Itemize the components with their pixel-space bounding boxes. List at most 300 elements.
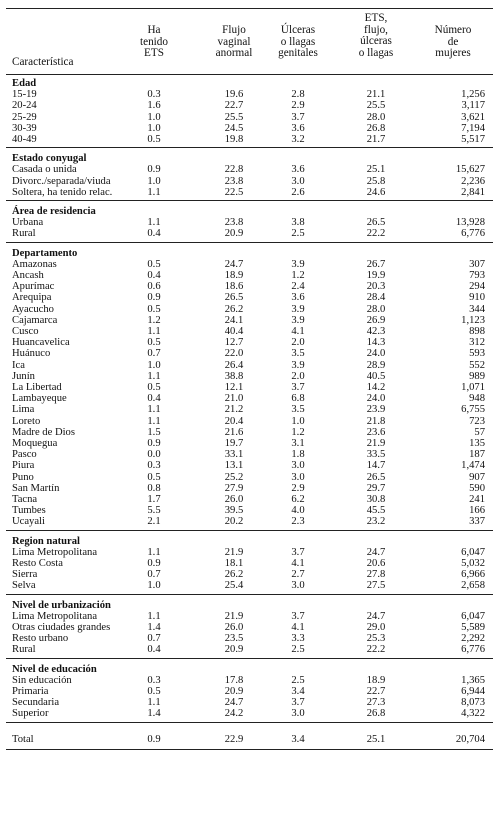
- table-row: [6, 611, 493, 622]
- cell-value: 3.9: [291, 303, 305, 315]
- row-label: Loreto: [12, 415, 41, 427]
- cell-value: 5,517: [461, 134, 485, 145]
- row-label: Puno: [12, 471, 34, 483]
- table-row: [6, 326, 493, 337]
- cell-value: 2.5: [291, 228, 305, 240]
- cell-value: 3.2: [291, 134, 305, 145]
- cell-value: 6,755: [461, 404, 485, 416]
- bottom-rule: [6, 749, 493, 750]
- cell-value: 907: [469, 471, 485, 483]
- table-row: [6, 304, 493, 315]
- cell-value: 2,841: [461, 186, 485, 198]
- cell-value: 28.0: [366, 111, 386, 123]
- table-row: [6, 217, 493, 228]
- table-row: [6, 438, 493, 449]
- table-row: [6, 112, 493, 123]
- table-row: [6, 547, 493, 558]
- section-title: Departamento: [12, 247, 78, 259]
- cell-value: 4,322: [461, 708, 485, 720]
- cell-value: 723: [469, 415, 485, 427]
- section-rule: [6, 594, 493, 595]
- cell-value: 1.1: [147, 217, 161, 229]
- cell-value: 33.1: [224, 449, 244, 461]
- cell-value: 3.9: [291, 359, 305, 371]
- cell-value: 3.7: [291, 610, 305, 622]
- row-label: Sin educación: [12, 674, 72, 686]
- cell-value: 21.9: [224, 546, 244, 558]
- cell-value: 1.0: [147, 580, 161, 592]
- cell-value: 20.9: [224, 644, 244, 656]
- table-row: [6, 472, 493, 483]
- section-heading: [6, 664, 493, 675]
- row-label: Lima Metropolitana: [12, 546, 98, 558]
- row-label: Amazonas: [12, 258, 57, 270]
- cell-value: 1.0: [147, 122, 161, 134]
- cell-value: 26.5: [366, 217, 386, 229]
- table-row: [6, 337, 493, 348]
- cell-value: 6.8: [291, 393, 305, 405]
- cell-value: 1.2: [147, 314, 161, 326]
- cell-value: 1.0: [147, 359, 161, 371]
- cell-value: 2.4: [291, 281, 305, 293]
- cell-value: 4.1: [291, 326, 305, 337]
- cell-value: 6,776: [461, 228, 485, 240]
- cell-value: 0.9: [147, 438, 161, 449]
- section-title: Region natural: [12, 535, 80, 547]
- total-value: 3.4: [291, 733, 305, 745]
- row-label: Sierra: [12, 569, 38, 581]
- section-title: Área de residencia: [12, 206, 96, 217]
- cell-value: 241: [469, 494, 485, 505]
- cell-value: 24.2: [224, 708, 244, 720]
- cell-value: 2.5: [291, 644, 305, 656]
- cell-value: 28.0: [366, 303, 386, 315]
- table-row: [6, 228, 493, 239]
- cell-value: 337: [469, 516, 485, 528]
- table-row: [6, 393, 493, 404]
- header-col3: Úlceras o llagas genitales: [278, 24, 318, 59]
- cell-value: 25.3: [366, 633, 386, 645]
- cell-value: 3.9: [291, 258, 305, 270]
- cell-value: 24.5: [224, 122, 244, 134]
- cell-value: 26.8: [366, 122, 386, 134]
- cell-value: 3.6: [291, 164, 305, 176]
- row-label: Cajamarca: [12, 314, 58, 326]
- row-label: Huánuco: [12, 348, 51, 360]
- cell-value: 7,194: [461, 122, 485, 134]
- cell-value: 0.5: [147, 134, 161, 145]
- table-row: [6, 633, 493, 644]
- cell-value: 27.3: [366, 697, 386, 709]
- cell-value: 3.0: [291, 175, 305, 187]
- cell-value: 1.2: [291, 270, 305, 281]
- row-label: Primaria: [12, 686, 49, 697]
- table-row: [6, 569, 493, 580]
- cell-value: 5,032: [461, 558, 485, 569]
- cell-value: 6,944: [461, 686, 485, 697]
- cell-value: 6,776: [461, 644, 485, 656]
- cell-value: 40.5: [366, 370, 386, 382]
- cell-value: 1,256: [461, 89, 485, 101]
- cell-value: 24.0: [366, 348, 386, 360]
- cell-value: 1.1: [147, 326, 161, 337]
- cell-value: 19.9: [366, 270, 386, 281]
- cell-value: 0.4: [147, 644, 161, 656]
- cell-value: 23.5: [224, 633, 244, 645]
- section-rule: [6, 200, 493, 201]
- table-row: [6, 416, 493, 427]
- cell-value: 18.9: [366, 674, 386, 686]
- cell-value: 2.8: [291, 89, 305, 101]
- cell-value: 25.8: [366, 175, 386, 187]
- cell-value: 2.9: [291, 482, 305, 494]
- cell-value: 39.5: [224, 505, 244, 517]
- cell-value: 0.9: [147, 164, 161, 176]
- total-value: 20,704: [455, 733, 485, 745]
- cell-value: 1,123: [461, 314, 485, 326]
- cell-value: 0.7: [147, 633, 161, 645]
- cell-value: 593: [469, 348, 485, 360]
- cell-value: 0.4: [147, 270, 161, 281]
- cell-value: 793: [469, 270, 485, 281]
- cell-value: 590: [469, 482, 485, 494]
- table-row: [6, 675, 493, 686]
- row-label: Lima Metropolitana: [12, 610, 98, 622]
- section-title: Nivel de educación: [12, 663, 97, 675]
- table-row: [6, 134, 493, 145]
- cell-value: 0.9: [147, 558, 161, 569]
- row-label: Resto urbano: [12, 633, 69, 645]
- cell-value: 23.8: [224, 175, 244, 187]
- row-label: Madre de Dios: [12, 426, 75, 438]
- table-row: [6, 176, 493, 187]
- cell-value: 4.1: [291, 622, 305, 633]
- cell-value: 22.7: [224, 100, 244, 112]
- cell-value: 29.7: [366, 482, 386, 494]
- cell-value: 552: [469, 359, 485, 371]
- row-label: Divorc./separada/viuda: [12, 175, 111, 187]
- row-label: Ayacucho: [12, 303, 54, 315]
- row-label: Soltera, ha tenido relac.: [12, 186, 113, 198]
- total-row: [6, 734, 493, 745]
- cell-value: 1.7: [147, 494, 161, 505]
- cell-value: 24.7: [224, 258, 244, 270]
- table-row: [6, 697, 493, 708]
- table-row: [6, 270, 493, 281]
- cell-value: 0.3: [147, 89, 161, 101]
- cell-value: 1.0: [147, 175, 161, 187]
- cell-value: 26.2: [224, 569, 244, 581]
- section-rule: [6, 722, 493, 723]
- table-row: [6, 100, 493, 111]
- cell-value: 24.1: [224, 314, 244, 326]
- cell-value: 2.7: [291, 569, 305, 581]
- section-heading: [6, 536, 493, 547]
- cell-value: 3.7: [291, 697, 305, 709]
- row-label: Rural: [12, 228, 36, 240]
- cell-value: 0.8: [147, 482, 161, 494]
- table-row: [6, 404, 493, 415]
- cell-value: 33.5: [366, 449, 386, 461]
- cell-value: 3.7: [291, 382, 305, 393]
- cell-value: 0.6: [147, 281, 161, 293]
- cell-value: 294: [469, 281, 485, 293]
- cell-value: 26.5: [224, 292, 244, 304]
- cell-value: 3.8: [291, 217, 305, 229]
- cell-value: 26.2: [224, 303, 244, 315]
- row-label: 40-49: [12, 134, 37, 145]
- table-row: [6, 494, 493, 505]
- section-rule: [6, 530, 493, 531]
- cell-value: 24.0: [366, 393, 386, 405]
- cell-value: 3,621: [461, 111, 485, 123]
- row-label: Arequipa: [12, 292, 52, 304]
- cell-value: 14.3: [366, 337, 386, 349]
- cell-value: 4.0: [291, 505, 305, 517]
- cell-value: 3.5: [291, 404, 305, 416]
- table-row: [6, 382, 493, 393]
- row-label: Resto Costa: [12, 558, 63, 569]
- cell-value: 6.2: [291, 494, 305, 505]
- row-label: Pasco: [12, 449, 37, 461]
- cell-value: 20.3: [366, 281, 386, 293]
- table-row: [6, 360, 493, 371]
- cell-value: 8,073: [461, 697, 485, 709]
- cell-value: 26.8: [366, 708, 386, 720]
- header-col5: Número de mujeres: [434, 24, 472, 59]
- cell-value: 18.6: [224, 281, 244, 293]
- cell-value: 21.1: [366, 89, 386, 101]
- table-row: [6, 644, 493, 655]
- table-row: [6, 449, 493, 460]
- table-row: [6, 259, 493, 270]
- row-label: Urbana: [12, 217, 44, 229]
- cell-value: 4.1: [291, 558, 305, 569]
- cell-value: 0.5: [147, 303, 161, 315]
- cell-value: 187: [469, 449, 485, 461]
- row-label: Ancash: [12, 270, 44, 281]
- cell-value: 19.6: [224, 89, 244, 101]
- cell-value: 22.5: [224, 186, 244, 198]
- section-title: Nivel de urbanización: [12, 599, 111, 611]
- cell-value: 12.7: [224, 337, 244, 349]
- table-row: [6, 348, 493, 359]
- table-row: [6, 371, 493, 382]
- cell-value: 3,117: [461, 100, 485, 112]
- cell-value: 1.6: [147, 100, 161, 112]
- cell-value: 14.7: [366, 460, 386, 472]
- cell-value: 25.1: [366, 164, 386, 176]
- section-heading: [6, 248, 493, 259]
- table-row: [6, 708, 493, 719]
- cell-value: 21.0: [224, 393, 244, 405]
- cell-value: 14.2: [366, 382, 386, 393]
- section-heading: [6, 600, 493, 611]
- cell-value: 0.9: [147, 292, 161, 304]
- cell-value: 2.1: [147, 516, 161, 528]
- cell-value: 24.7: [224, 697, 244, 709]
- row-label: Piura: [12, 460, 35, 472]
- cell-value: 1.1: [147, 370, 161, 382]
- cell-value: 17.8: [224, 674, 244, 686]
- table-row: [6, 686, 493, 697]
- table-row: [6, 427, 493, 438]
- cell-value: 3.5: [291, 348, 305, 360]
- cell-value: 3.0: [291, 580, 305, 592]
- cell-value: 27.9: [224, 482, 244, 494]
- cell-value: 1.4: [147, 708, 161, 720]
- section-rule: [6, 147, 493, 148]
- cell-value: 26.0: [224, 494, 244, 505]
- cell-value: 1.1: [147, 404, 161, 416]
- row-label: Ucayali: [12, 516, 45, 528]
- cell-value: 2,292: [461, 633, 485, 645]
- cell-value: 20.6: [366, 558, 386, 569]
- cell-value: 21.8: [366, 415, 386, 427]
- table-row: [6, 315, 493, 326]
- header-col4: ETS, flujo, úlceras o llagas: [358, 12, 394, 59]
- cell-value: 3.9: [291, 314, 305, 326]
- total-label: Total: [12, 733, 34, 745]
- cell-value: 0.5: [147, 471, 161, 483]
- row-label: Secundaria: [12, 697, 60, 709]
- row-label: Junín: [12, 370, 35, 382]
- section-rule: [6, 242, 493, 243]
- header-col2: Flujo vaginal anormal: [215, 24, 253, 59]
- cell-value: 18.9: [224, 270, 244, 281]
- cell-value: 57: [474, 426, 485, 438]
- cell-value: 948: [469, 393, 485, 405]
- cell-value: 0.3: [147, 460, 161, 472]
- cell-value: 0.7: [147, 348, 161, 360]
- row-label: Tumbes: [12, 505, 46, 517]
- cell-value: 1,365: [461, 674, 485, 686]
- cell-value: 3.6: [291, 292, 305, 304]
- cell-value: 20.2: [224, 516, 244, 528]
- cell-value: 2.0: [291, 337, 305, 349]
- cell-value: 0.4: [147, 393, 161, 405]
- table-row: [6, 622, 493, 633]
- cell-value: 29.0: [366, 622, 386, 633]
- total-value: 0.9: [147, 733, 161, 745]
- header-characteristic: Característica: [12, 56, 74, 68]
- row-label: San Martín: [12, 482, 60, 494]
- cell-value: 0.5: [147, 382, 161, 393]
- cell-value: 21.2: [224, 404, 244, 416]
- cell-value: 1.2: [291, 426, 305, 438]
- table-row: [6, 281, 493, 292]
- cell-value: 0.7: [147, 569, 161, 581]
- cell-value: 1.0: [147, 111, 161, 123]
- cell-value: 0.5: [147, 258, 161, 270]
- cell-value: 20.9: [224, 228, 244, 240]
- row-label: 25-29: [12, 111, 37, 123]
- table-row: [6, 164, 493, 175]
- cell-value: 28.4: [366, 292, 386, 304]
- cell-value: 13.1: [224, 460, 244, 472]
- row-label: 15-19: [12, 89, 37, 101]
- cell-value: 20.9: [224, 686, 244, 697]
- cell-value: 898: [469, 326, 485, 337]
- cell-value: 23.6: [366, 426, 386, 438]
- cell-value: 22.2: [366, 644, 386, 656]
- cell-value: 22.2: [366, 228, 386, 240]
- cell-value: 166: [469, 505, 485, 517]
- header-col1: Ha tenido ETS: [140, 24, 168, 59]
- section-heading: [6, 153, 493, 164]
- cell-value: 26.7: [366, 258, 386, 270]
- cell-value: 6,047: [461, 610, 485, 622]
- top-rule: [6, 8, 493, 9]
- cell-value: 0.0: [147, 449, 161, 461]
- cell-value: 3.7: [291, 111, 305, 123]
- cell-value: 910: [469, 292, 485, 304]
- cell-value: 307: [469, 258, 485, 270]
- section-heading: [6, 78, 493, 89]
- cell-value: 27.5: [366, 580, 386, 592]
- row-label: 20-24: [12, 100, 37, 112]
- row-label: Lima: [12, 404, 35, 416]
- cell-value: 989: [469, 370, 485, 382]
- cell-value: 25.5: [366, 100, 386, 112]
- table-row: [6, 89, 493, 100]
- table-row: [6, 483, 493, 494]
- row-label: Selva: [12, 580, 36, 592]
- cell-value: 3.0: [291, 471, 305, 483]
- cell-value: 0.3: [147, 674, 161, 686]
- cell-value: 24.6: [366, 186, 386, 198]
- cell-value: 21.6: [224, 426, 244, 438]
- cell-value: 28.9: [366, 359, 386, 371]
- table-row: [6, 123, 493, 134]
- cell-value: 2.9: [291, 100, 305, 112]
- row-label: Otras ciudades grandes: [12, 622, 111, 633]
- cell-value: 1.0: [291, 415, 305, 427]
- row-label: Huancavelica: [12, 337, 70, 349]
- cell-value: 25.2: [224, 471, 244, 483]
- cell-value: 5.5: [147, 505, 161, 517]
- row-label: Tacna: [12, 494, 38, 505]
- cell-value: 15,627: [455, 164, 485, 176]
- table-row: [6, 505, 493, 516]
- cell-value: 1.8: [291, 449, 305, 461]
- section-title: Edad: [12, 78, 37, 89]
- cell-value: 26.5: [366, 471, 386, 483]
- cell-value: 0.5: [147, 686, 161, 697]
- cell-value: 27.8: [366, 569, 386, 581]
- section-rule: [6, 658, 493, 659]
- cell-value: 3.1: [291, 438, 305, 449]
- cell-value: 45.5: [366, 505, 386, 517]
- cell-value: 1.1: [147, 546, 161, 558]
- row-label: Casada o unida: [12, 164, 77, 176]
- row-label: Ica: [12, 359, 25, 371]
- row-label: La Libertad: [12, 382, 62, 393]
- table-row: [6, 460, 493, 471]
- total-value: 22.9: [224, 733, 244, 745]
- cell-value: 13,928: [455, 217, 485, 229]
- cell-value: 3.4: [291, 686, 305, 697]
- cell-value: 26.0: [224, 622, 244, 633]
- cell-value: 22.8: [224, 164, 244, 176]
- cell-value: 3.7: [291, 546, 305, 558]
- table-row: [6, 558, 493, 569]
- cell-value: 0.4: [147, 228, 161, 240]
- cell-value: 2.0: [291, 370, 305, 382]
- cell-value: 0.5: [147, 337, 161, 349]
- cell-value: 38.8: [224, 370, 244, 382]
- cell-value: 25.5: [224, 111, 244, 123]
